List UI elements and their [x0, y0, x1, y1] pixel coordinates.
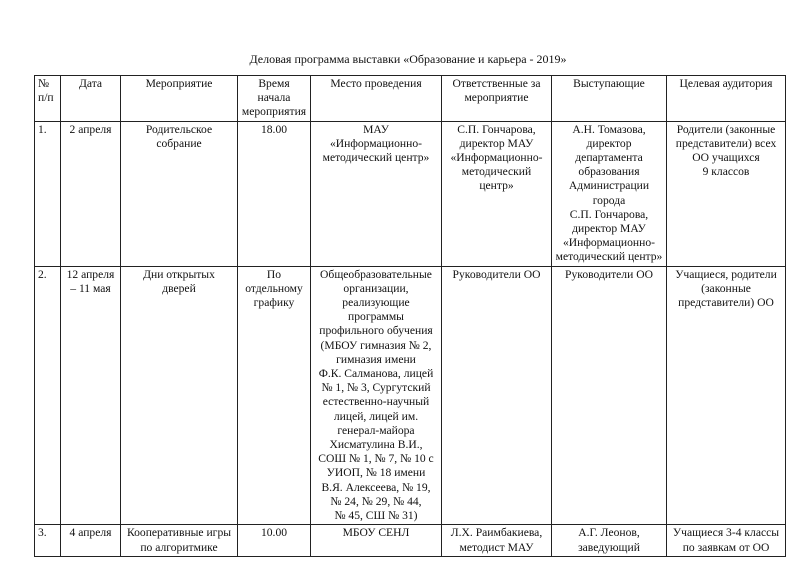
cell-time: По отдельному графику	[238, 266, 311, 525]
cell-audience: Учащиеся 3-4 классы по заявкам от ОО	[667, 525, 786, 556]
header-cell-audience: Целевая аудитория	[667, 76, 786, 122]
header-cell-date: Дата	[61, 76, 121, 122]
cell-event: Кооперативные игры по алгоритмике	[121, 525, 238, 556]
header-cell-time: Время начала мероприятия	[238, 76, 311, 122]
table-row	[35, 266, 786, 525]
cell-venue: Общеобразовательные организации, реализующие программы профильного обучения (МБОУ гимназия № 2, гимназия имени Ф.К. Салманова, лицей № 1, № 3, Сургутский естественно-научный лицей, лицей им. генерал-майора Хисматулина В.И., СОШ № 1, № 7, № 10 с УИОП, № 18 имени В.Я. Алексеева, № 19, № 24, № 29, № 44, № 45, СШ № 31)	[311, 266, 442, 525]
cell-date: 4 апреля	[61, 525, 121, 556]
document-title: Деловая программа выставки «Образование и карьера - 2019»	[249, 52, 567, 66]
cell-number: 1.	[35, 121, 61, 266]
table-header-row	[35, 76, 786, 122]
cell-event: Дни открытых дверей	[121, 266, 238, 525]
header-cell-responsible: Ответственные за мероприятие	[442, 76, 552, 122]
cell-responsible: С.П. Гончарова, директор МАУ «Информационно- методический центр»	[442, 121, 552, 266]
program-table	[34, 75, 786, 557]
cell-audience: Учащиеся, родители (законные представители) ОО	[667, 266, 786, 525]
cell-number: 2.	[35, 266, 61, 525]
cell-speakers: А.Н. Томазова, директор департамента образования Администрации города С.П. Гончарова, директор МАУ «Информационно- методический центр»	[552, 121, 667, 266]
cell-date: 2 апреля	[61, 121, 121, 266]
table-row	[35, 525, 786, 556]
header-cell-event: Мероприятие	[121, 76, 238, 122]
cell-speakers: Руководители ОО	[552, 266, 667, 525]
cell-speakers: А.Г. Леонов, заведующий	[552, 525, 667, 556]
header-cell-number: № п/п	[35, 76, 61, 122]
cell-event: Родительское собрание	[121, 121, 238, 266]
cell-audience: Родители (законные представители) всех ОО учащихся 9 классов	[667, 121, 786, 266]
header-cell-venue: Место проведения	[311, 76, 442, 122]
cell-time: 10.00	[238, 525, 311, 556]
cell-time: 18.00	[238, 121, 311, 266]
cell-date: 12 апреля – 11 мая	[61, 266, 121, 525]
cell-venue: МАУ «Информационно- методический центр»	[311, 121, 442, 266]
cell-responsible: Л.Х. Раимбакиева, методист МАУ	[442, 525, 552, 556]
header-cell-speakers: Выступающие	[552, 76, 667, 122]
cell-number: 3.	[35, 525, 61, 556]
table-row	[35, 121, 786, 266]
cell-venue: МБОУ СЕНЛ	[311, 525, 442, 556]
cell-responsible: Руководители ОО	[442, 266, 552, 525]
